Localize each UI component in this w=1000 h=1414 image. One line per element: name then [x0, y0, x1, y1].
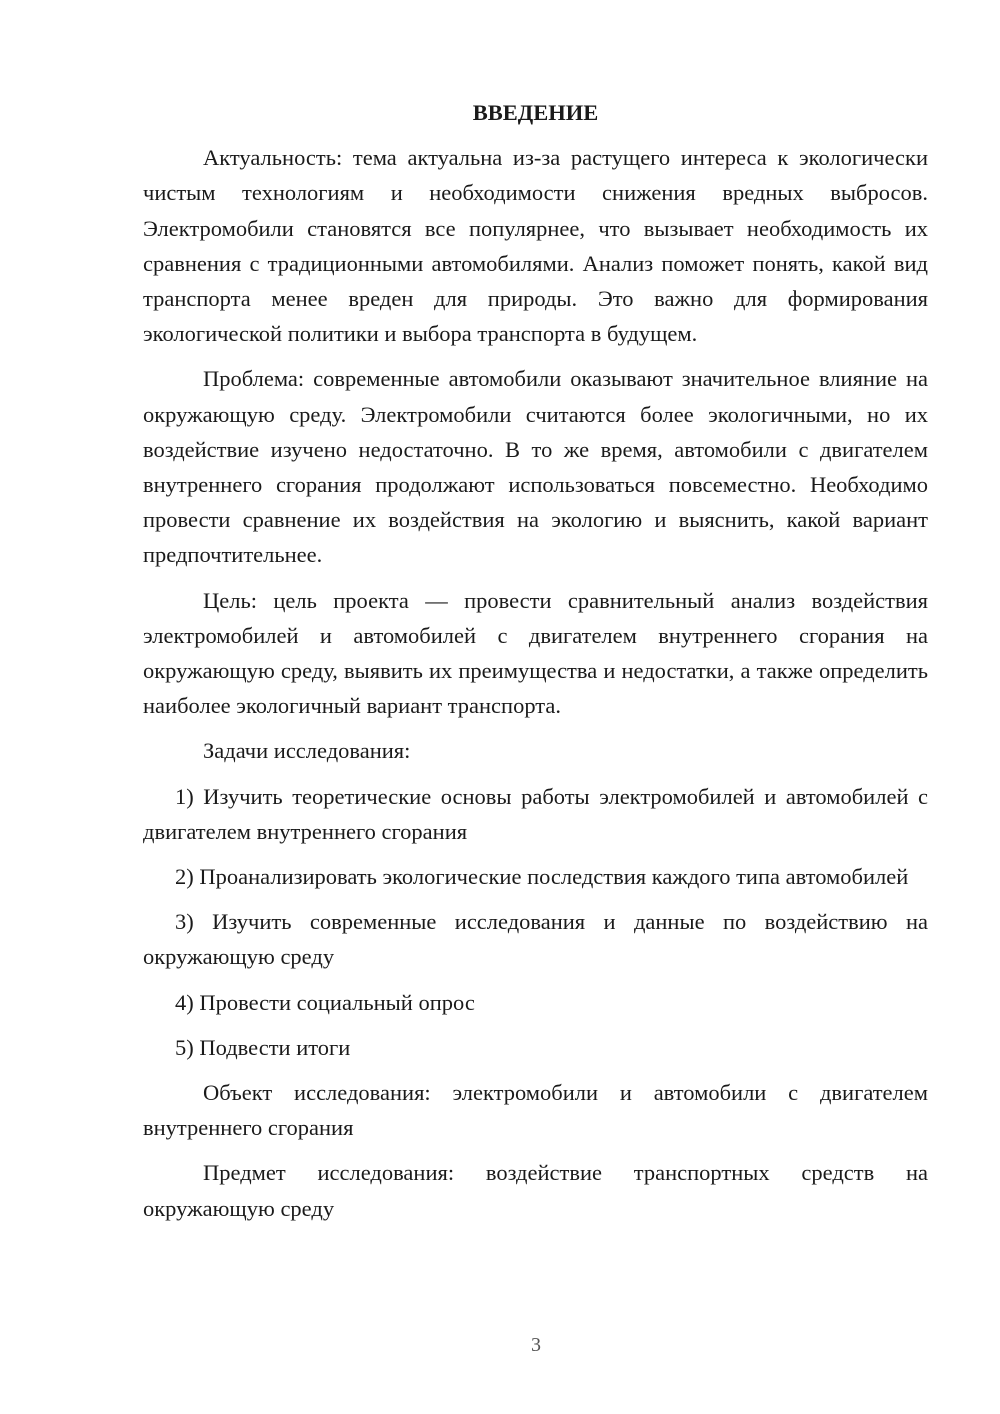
- task-text: Подвести итоги: [199, 1034, 351, 1060]
- subject-paragraph: Предмет исследования: воздействие транспортных средств на окружающую среду: [143, 1160, 928, 1221]
- relevance-paragraph: Актуальность: тема актуальна из-за растущего интереса к экологически чистым технологиям и необходимости снижения вредных выбросов. Электромобили становятся все популярнее, что вызывает необходимость их сравнения с традиционными автомобилями. Анализ поможет понять, какой вид транспорта менее вреден для природы. Это важно для формирования экологической политики и выбора транспорта в будущем.: [143, 145, 928, 347]
- section-heading: ВВЕДЕНИЕ: [472, 100, 599, 125]
- task-item-1: [143, 779, 928, 849]
- task-item-3: [143, 904, 928, 974]
- page-content: [143, 95, 928, 1236]
- task-item-4: [143, 985, 928, 1020]
- task-item-2: [143, 859, 928, 894]
- task-text: Изучить теоретические основы работы электромобилей и автомобилей с двигателем внутреннего сгорания: [143, 783, 929, 844]
- tasks-heading: Задачи исследования:: [203, 738, 411, 764]
- task-text: Провести социальный опрос: [199, 989, 475, 1015]
- object-paragraph: Объект исследования: электромобили и автомобили с двигателем внутреннего сгорания: [143, 1080, 928, 1141]
- task-number: 2): [175, 864, 194, 890]
- task-number: 4): [175, 989, 194, 1015]
- task-number: 3): [175, 909, 194, 935]
- goal-paragraph: Цель: цель проекта — провести сравнительный анализ воздействия электромобилей и автомобилей с двигателем внутреннего сгорания на окружающую среду, выявить их преимущества и недостатки, а также определить наиболее экологичный вариант транспорта.: [143, 587, 928, 719]
- task-number: 5): [175, 1034, 194, 1060]
- page-number: 3: [531, 1334, 541, 1356]
- task-text: Проанализировать экологические последствия каждого типа автомобилей: [199, 864, 909, 890]
- task-text: Изучить современные исследования и данные по воздействию на окружающую среду: [143, 909, 929, 970]
- task-item-5: [143, 1030, 928, 1065]
- task-number: 1): [175, 783, 194, 809]
- problem-paragraph: Проблема: современные автомобили оказывают значительное влияние на окружающую среду. Электромобили считаются более экологичными, но их воздействие изучено недостаточно. В то же время, автомобили с двигателем внутреннего сгорания продолжают использоваться повсеместно. Необходимо провести сравнение их воздействия на экологию и выяснить, какой вариант предпочтительнее.: [143, 366, 928, 568]
